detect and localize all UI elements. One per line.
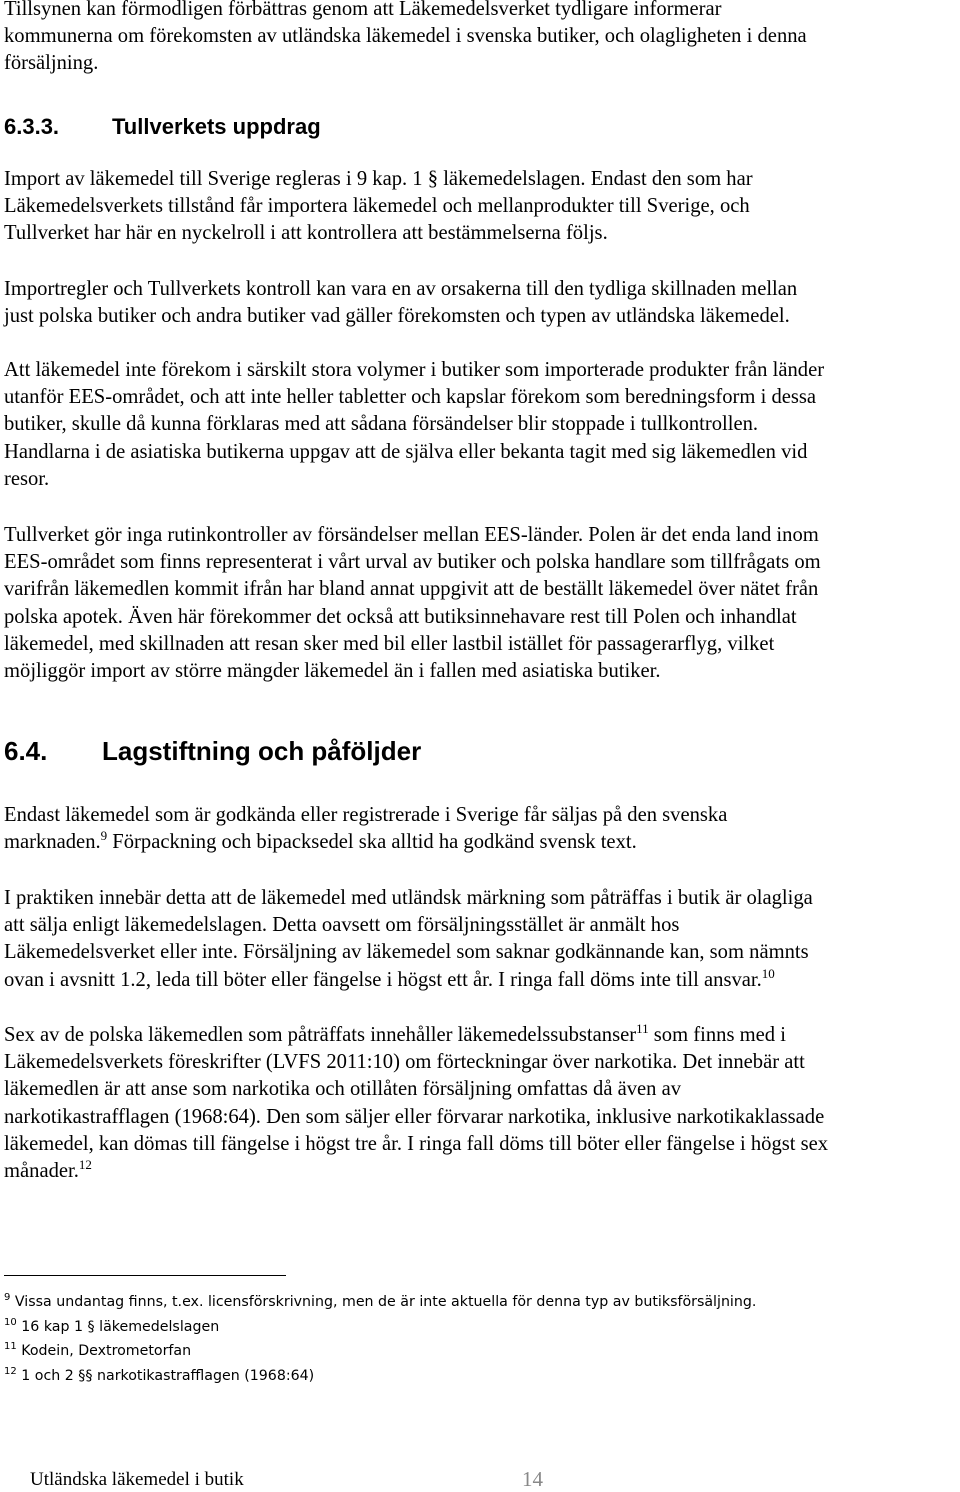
footnote-ref-9[interactable]: 9 — [100, 828, 108, 844]
section-title: Tullverkets uppdrag — [112, 114, 321, 139]
text-line: narkotikastrafflagen (1968:64). Den som säljer eller förvarar narkotika, inklusive narkotikaklassade — [4, 1105, 825, 1128]
footnote-text: Vissa undantag finns, t.ex. licensförskrivning, men de är inte aktuella för denna typ av butiksförsäljning. — [14, 1294, 757, 1310]
paragraph-volymer — [4, 357, 958, 493]
text-fragment: som finns med i — [648, 1024, 786, 1046]
text-line: Att läkemedel inte förekom i särskilt stora volymer i butiker som importerade produkter från länder — [4, 359, 825, 381]
paragraph-praktiken — [4, 885, 958, 994]
text-fragment: Sex av de polska läkemedlen som påträffats innehåller läkemedelssubstanser — [4, 1024, 637, 1046]
footnote-number: 10 — [4, 1316, 17, 1328]
paragraph-import — [4, 166, 958, 248]
page-number: 14 — [522, 1467, 543, 1491]
text-line: Läkemedelsverket eller inte. Försäljning av läkemedel som saknar godkännande kan, som nämnts — [4, 941, 809, 964]
footnotes — [4, 1290, 944, 1388]
text-line: läkemedlen är att anse som narkotika och otillåten försäljning omfattas då även av — [4, 1078, 682, 1101]
text-line: Import av läkemedel till Sverige regleras i 9 kap. 1 § läkemedelslagen. Endast den som har — [4, 168, 753, 190]
text-line: varifrån läkemedlen kommit ifrån har bland annat uppgivit att de beställt läkemedel över nätet från — [4, 578, 819, 601]
paragraph-godkanda — [4, 802, 958, 856]
text-line: butiker, skulle då kunna förklaras med att sådana försändelser blir stoppade i tullkontrollen. — [4, 413, 759, 436]
text-fragment: Förpackning och bipacksedel ska alltid ha godkänd svensk text. — [107, 831, 637, 854]
text-line: I praktiken innebär detta att de läkemedel med utländsk märkning som påträffas i butik är olagliga — [4, 887, 813, 909]
section-heading-6-4 — [4, 733, 421, 769]
text-line: Tullverket gör inga rutinkontroller av försändelser mellan EES-länder. Polen är det enda land inom — [4, 524, 819, 546]
footnote-divider — [4, 1275, 286, 1276]
text-fragment: marknaden. — [4, 831, 101, 854]
footnote-10 — [4, 1315, 944, 1340]
text-line: Handlarna i de asiatiska butikerna uppgav att de själva eller bekanta tagit med sig läkemedlen vid — [4, 440, 808, 463]
footnote-text: Kodein, Dextrometorfan — [21, 1343, 192, 1359]
text-line: läkemedel, kan dömas till fängelse i högst tre år. I ringa fall döms till böter eller fängelse i högst sex — [4, 1132, 829, 1155]
footnote-text: 1 och 2 §§ narkotikastrafflagen (1968:64) — [21, 1367, 315, 1384]
text-line: möjliggör import av större mängder läkemedel än i fallen med asiatiska butiker. — [4, 660, 661, 683]
text-line: polska apotek. Även här förekommer det också att butiksinnehavare rest till Polen och inhandlat — [4, 605, 797, 628]
text-line: läkemedel, med skillnaden att resan sker med bil eller lastbil istället för passagerarflyg, vilket — [4, 632, 775, 655]
footnote-number: 11 — [4, 1341, 17, 1352]
text-line: Läkemedelsverkets tillstånd får importera läkemedel och mellanprodukter till Sverige, och — [4, 195, 750, 218]
text-line: resor. — [4, 467, 50, 490]
text-line: Importregler och Tullverkets kontroll kan vara en av orsakerna till den tydliga skillnaden mellan — [4, 278, 798, 300]
text-line: Läkemedelsverkets föreskrifter (LVFS 2011:10) om förteckningar över narkotika. Det innebär att — [4, 1051, 805, 1074]
text-line: Tullverket har här en nyckelroll i att kontrollera att bestämmelserna följs. — [4, 222, 608, 245]
text-line: utanför EES-området, och att inte heller tabletter och kapslar förekom som beredningsform i dessa — [4, 386, 817, 409]
section-title: Lagstiftning och påföljder — [102, 736, 422, 766]
footnote-ref-12[interactable]: 12 — [78, 1157, 92, 1173]
text-line: just polska butiker och andra butiker vad gäller förekomsten och typen av utländska läkemedel. — [4, 305, 790, 328]
footnote-number: 12 — [4, 1365, 17, 1377]
text-line: försäljning. — [4, 52, 99, 75]
footnote-11 — [4, 1339, 944, 1364]
footnote-ref-11[interactable]: 11 — [636, 1021, 649, 1036]
text-line: att sälja enligt läkemedelslagen. Detta oavsett om försäljningsstället är anmält hos — [4, 914, 680, 937]
section-number: 6.4. — [4, 736, 48, 766]
section-heading-6-3-3 — [4, 112, 321, 142]
text-line: månader. — [4, 1160, 79, 1183]
text-line: Tillsynen kan förmodligen förbättras genom att Läkemedelsverket tydligare informerar — [4, 0, 722, 20]
footnote-ref-10[interactable]: 10 — [761, 965, 775, 981]
paragraph-narkotika — [4, 1022, 958, 1185]
text-line: EES-området som finns representerat i vårt urval av butiker och polska handlare som tillfrågats om — [4, 551, 821, 574]
footer-document-title: Utländska läkemedel i butik — [30, 1469, 244, 1490]
footnote-number: 9 — [4, 1292, 11, 1303]
paragraph-importregler — [4, 276, 958, 330]
paragraph-rutinkontroller — [4, 522, 958, 685]
footnote-text: 16 kap 1 § läkemedelslagen — [21, 1318, 220, 1335]
intro-paragraph — [4, 0, 958, 78]
footnote-12 — [4, 1364, 944, 1389]
footnote-9 — [4, 1290, 944, 1315]
text-line: kommunerna om förekomsten av utländska läkemedel i svenska butiker, och olagligheten i denna — [4, 25, 807, 48]
text-line: ovan i avsnitt 1.2, leda till böter eller fängelse i högst ett år. I ringa fall döms inte till ansvar. — [4, 968, 762, 991]
section-number: 6.3.3. — [4, 114, 60, 139]
text-line: Endast läkemedel som är godkända eller registrerade i Sverige får säljas på den svenska — [4, 804, 728, 826]
